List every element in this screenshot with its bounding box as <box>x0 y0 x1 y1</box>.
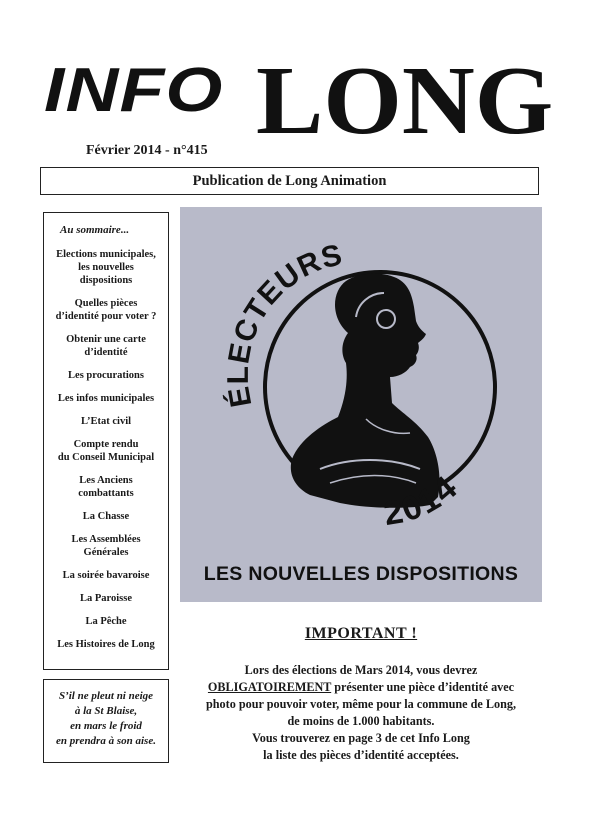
toc-item-line: Les procurations <box>68 370 144 381</box>
table-of-contents <box>43 212 169 670</box>
notice-emphasis: OBLIGATOIREMENT <box>207 680 332 694</box>
toc-item-line: d’identité pour voter ? <box>55 311 157 322</box>
notice-line-rest: présenter une pièce d’identité avec <box>331 680 515 694</box>
toc-item-line: Les infos municipales <box>57 393 155 404</box>
toc-item <box>48 615 164 628</box>
toc-item <box>48 592 164 605</box>
proverb-box <box>43 679 169 763</box>
toc-item-line: Obtenir une carte <box>66 334 146 345</box>
toc-item-line: La Paroisse <box>79 593 132 604</box>
toc-item-line: Elections municipales, <box>56 249 156 260</box>
marianne-bust-icon <box>291 274 440 508</box>
toc-item-line: La Pêche <box>85 616 127 627</box>
toc-item <box>48 333 164 359</box>
notice-line: la liste des pièces d’identité acceptées. <box>263 748 459 762</box>
toc-item-line: La soirée bavaroise <box>62 570 150 581</box>
notice-line: de moins de 1.000 habitants. <box>287 714 435 728</box>
toc-item-line: Les Assemblées <box>71 534 141 545</box>
proverb-line: S’il ne pleut ni neige <box>58 690 154 702</box>
notice-line: Lors des élections de Mars 2014, vous devrez <box>244 663 478 677</box>
toc-item-line: Compte rendu <box>73 439 139 450</box>
toc-item-line: La Chasse <box>82 511 130 522</box>
poster-headline: LES NOUVELLES DISPOSITIONS <box>203 563 519 585</box>
proverb-line: à la St Blaise, <box>74 705 138 717</box>
masthead-title-long: LONG <box>256 47 554 155</box>
notice-line: Vous trouverez en page 3 de cet Info Long <box>252 731 470 745</box>
marianne-illustration <box>180 207 542 602</box>
toc-title: Au sommaire... <box>60 224 130 236</box>
proverb-line: en prendra à son aise. <box>56 735 156 747</box>
notice-line <box>180 679 542 696</box>
toc-item-line: Les Anciens <box>79 475 133 486</box>
toc-item <box>48 369 164 382</box>
toc-item <box>48 438 164 464</box>
important-heading: IMPORTANT ! <box>304 625 418 642</box>
notice-line: photo pour pouvoir voter, même pour la commune de Long, <box>205 697 516 711</box>
toc-item <box>48 638 164 651</box>
toc-item-line: du Conseil Municipal <box>57 452 155 463</box>
toc-item <box>48 510 164 523</box>
toc-item-line: dispositions <box>79 275 133 286</box>
toc-item <box>48 474 164 500</box>
toc-item-line: L’Etat civil <box>80 416 132 427</box>
poster-year: 2014 <box>381 467 466 534</box>
publication-banner: Publication de Long Animation <box>40 167 539 195</box>
toc-item <box>48 569 164 582</box>
toc-item-line: Les Histoires de Long <box>57 639 155 650</box>
arc-label: ÉLECTEURS <box>221 238 346 410</box>
elections-poster <box>180 207 542 602</box>
toc-item-line: les nouvelles <box>78 262 134 273</box>
toc-item <box>48 392 164 405</box>
toc-item <box>48 248 164 287</box>
important-notice <box>180 662 542 764</box>
toc-item-line: d’identité <box>84 347 128 358</box>
toc-item <box>48 297 164 323</box>
masthead-title-info: INFO <box>44 56 224 125</box>
toc-item <box>48 533 164 559</box>
proverb-line: en mars le froid <box>70 720 142 732</box>
toc-list <box>44 248 168 651</box>
toc-item <box>48 415 164 428</box>
toc-item-line: Générales <box>83 547 129 558</box>
toc-item-line: combattants <box>78 488 134 499</box>
toc-item-line: Quelles pièces <box>74 298 138 309</box>
issue-date: Février 2014 - n°415 <box>86 143 208 158</box>
